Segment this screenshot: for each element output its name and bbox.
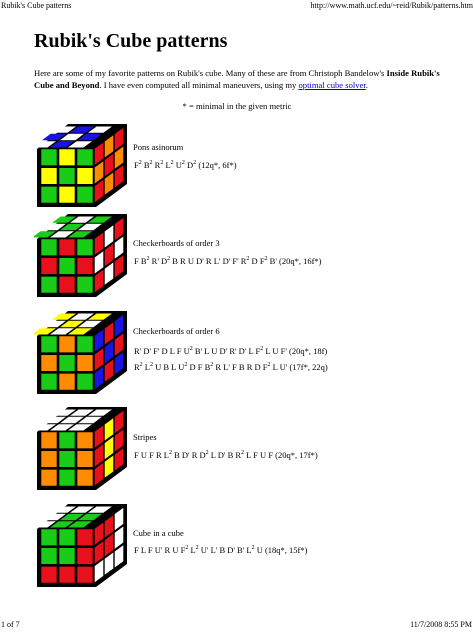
front-sticker — [77, 277, 92, 293]
front-sticker — [77, 355, 92, 371]
front-sticker — [77, 239, 92, 255]
front-sticker — [59, 168, 74, 184]
move: $U^2$ — [178, 362, 188, 372]
front-sticker — [59, 529, 74, 545]
front-sticker — [41, 548, 56, 564]
move: R' — [134, 346, 142, 356]
front-sticker — [41, 239, 56, 255]
move: U — [172, 545, 179, 555]
front-sticker — [59, 336, 74, 352]
move: L — [210, 450, 216, 460]
cube-image-pons-asinorum — [34, 122, 130, 218]
move: D' — [181, 450, 190, 460]
move: F — [176, 346, 182, 356]
move-exponent: 2 — [264, 256, 268, 263]
move: $U^2$ — [175, 160, 185, 170]
front-sticker — [77, 149, 92, 165]
move: $F^2$ — [180, 545, 189, 555]
move-count: (12q*, 6f*) — [198, 160, 237, 170]
front-sticker — [77, 168, 92, 184]
front-sticker — [77, 548, 92, 564]
move: D' — [196, 256, 204, 266]
move-exponent: 2 — [181, 160, 185, 167]
move: $L^2$ — [165, 160, 174, 170]
move-count: (20q*, 18f) — [289, 346, 328, 356]
pattern-name: Pons asinorum — [133, 142, 184, 152]
front-sticker — [59, 567, 74, 583]
pattern-name: Cube in a cube — [133, 528, 184, 538]
move: L — [246, 450, 252, 460]
front-sticker — [41, 168, 56, 184]
move: F' — [153, 346, 160, 356]
move: F — [134, 545, 139, 555]
intro-text-3: . — [365, 80, 368, 90]
move: R' — [229, 346, 237, 356]
move: $D^2$ — [160, 256, 171, 266]
front-sticker — [41, 336, 56, 352]
intro-text-2: . I have even computed all minimal maneuvers, using my — [99, 80, 299, 90]
front-sticker — [59, 355, 74, 371]
move: F — [268, 450, 274, 460]
move: U — [187, 256, 194, 266]
move: $L^2$ — [246, 545, 255, 555]
move: U' — [279, 362, 288, 372]
move: $L^2$ — [190, 545, 199, 555]
move: $U^2$ — [183, 346, 193, 356]
move: $R^2$ — [240, 256, 250, 266]
move: U — [256, 545, 263, 555]
cube-image-stripes — [34, 405, 130, 501]
move: D — [161, 346, 168, 356]
header-url: http://www.math.ucf.edu/~reid/Rubik/patterns.htm — [310, 1, 473, 10]
move-exponent: 2 — [246, 256, 250, 263]
front-sticker — [59, 451, 74, 467]
move: $B^2$ — [143, 160, 153, 170]
front-sticker — [59, 277, 74, 293]
move-exponent: 2 — [189, 346, 193, 353]
move: U' — [200, 545, 209, 555]
move: U — [155, 362, 162, 372]
move-exponent: 2 — [205, 450, 209, 457]
front-sticker — [59, 432, 74, 448]
move: R — [191, 450, 198, 460]
move: B' — [194, 346, 203, 356]
front-sticker — [77, 336, 92, 352]
page-title: Rubik's Cube patterns — [34, 30, 228, 52]
front-sticker — [59, 258, 74, 274]
move: D' — [143, 346, 151, 356]
print-header — [0, 0, 474, 12]
move: B — [219, 545, 226, 555]
move-exponent: 2 — [150, 362, 153, 369]
print-footer — [0, 620, 474, 632]
cube-image-checkerboards-6 — [34, 309, 130, 405]
move: R — [164, 545, 171, 555]
move: $L^2$ — [144, 362, 153, 372]
front-sticker — [59, 239, 74, 255]
move: L — [272, 362, 278, 372]
move: F — [134, 450, 139, 460]
front-sticker — [77, 187, 92, 203]
move: D' — [217, 450, 226, 460]
optimal-cube-solver-link[interactable]: optimal cube solver — [298, 80, 366, 90]
move: B — [227, 450, 234, 460]
cube-image-cube-in-a-cube — [34, 502, 130, 598]
move: L — [204, 346, 210, 356]
pattern-moves — [134, 545, 307, 555]
move: $R^2$ — [134, 362, 143, 372]
front-sticker — [41, 470, 56, 486]
front-sticker — [41, 567, 56, 583]
front-sticker — [41, 451, 56, 467]
move-exponent: 2 — [167, 256, 171, 263]
move: F — [134, 256, 139, 266]
pattern-name: Checkerboards of order 3 — [133, 238, 220, 248]
move-count: (20q*, 16f*) — [279, 256, 322, 266]
front-sticker — [59, 149, 74, 165]
move: L — [171, 362, 177, 372]
move: D — [189, 362, 196, 372]
move: L — [248, 346, 254, 356]
move: B' — [269, 256, 277, 266]
front-sticker — [77, 567, 92, 583]
move-exponent: 2 — [195, 545, 199, 552]
front-sticker — [41, 355, 56, 371]
front-sticker — [41, 432, 56, 448]
move: L' — [223, 362, 230, 372]
front-sticker — [41, 529, 56, 545]
pattern-name: Stripes — [133, 432, 157, 442]
move: $F^2$ — [259, 256, 268, 266]
move: B — [172, 256, 178, 266]
move: L' — [213, 256, 221, 266]
move: U' — [154, 545, 163, 555]
move: F' — [280, 346, 287, 356]
front-sticker — [41, 374, 56, 390]
move: U — [272, 346, 279, 356]
move: $R^2$ — [235, 450, 245, 460]
page-number: 1 of 7 — [1, 620, 20, 629]
move: $D^2$ — [199, 450, 209, 460]
front-sticker — [59, 374, 74, 390]
metric-note: * = minimal in the given metric — [182, 101, 292, 111]
move: U — [260, 450, 267, 460]
front-sticker — [77, 470, 92, 486]
move: D' — [238, 346, 247, 356]
move-exponent: 2 — [139, 362, 143, 369]
move: F — [232, 362, 237, 372]
move: L' — [210, 545, 218, 555]
move: $F^2$ — [262, 362, 271, 372]
move-exponent: 2 — [160, 160, 164, 167]
move: R — [180, 256, 186, 266]
move: $B^2$ — [204, 362, 214, 372]
front-sticker — [59, 548, 74, 564]
move: $F^2$ — [134, 160, 142, 170]
header-title: Rubik's Cube patterns — [1, 1, 72, 10]
move: U — [140, 450, 147, 460]
move-count: (18q*, 15f*) — [264, 545, 308, 555]
move: F — [253, 450, 258, 460]
intro-paragraph — [34, 67, 444, 91]
move: F — [147, 545, 153, 555]
move: R — [205, 256, 212, 266]
move-exponent: 2 — [185, 545, 189, 552]
front-sticker — [77, 529, 92, 545]
front-sticker — [77, 432, 92, 448]
move: F — [149, 450, 154, 460]
move: L — [169, 346, 175, 356]
move: $F^2$ — [255, 346, 264, 356]
move-count: (20q*, 17f*) — [275, 450, 318, 460]
move: B' — [237, 545, 245, 555]
move: D' — [222, 256, 231, 266]
move: B — [174, 450, 180, 460]
pattern-moves-alt — [134, 362, 328, 372]
move: D' — [219, 346, 228, 356]
move: R — [155, 450, 162, 460]
print-datetime: 11/7/2008 8:55 PM — [410, 620, 472, 629]
move-exponent: 2 — [241, 450, 245, 457]
move-exponent: 2 — [149, 160, 153, 167]
move: U — [211, 346, 218, 356]
move: R' — [151, 256, 159, 266]
book-title: Inside Rubik's Cube and Beyond — [34, 68, 440, 90]
front-sticker — [41, 277, 56, 293]
move-exponent: 2 — [138, 160, 142, 167]
front-sticker — [41, 149, 56, 165]
move: D — [251, 256, 258, 266]
move-exponent: 2 — [170, 160, 174, 167]
front-sticker — [77, 374, 92, 390]
front-sticker — [59, 470, 74, 486]
move: F — [197, 362, 203, 372]
front-sticker — [77, 258, 92, 274]
move: R — [246, 362, 253, 372]
front-sticker — [59, 187, 74, 203]
move-exponent: 2 — [184, 362, 188, 369]
move-exponent: 2 — [251, 545, 255, 552]
move: F' — [232, 256, 239, 266]
pattern-moves — [134, 450, 318, 460]
move: L — [140, 545, 146, 555]
move-count: (17f*, 22q) — [289, 362, 328, 372]
pattern-name: Checkerboards of order 6 — [133, 326, 220, 336]
move: $B^2$ — [140, 256, 150, 266]
move-exponent: 2 — [193, 160, 197, 167]
front-sticker — [41, 187, 56, 203]
move-exponent: 2 — [260, 346, 264, 353]
move: R — [215, 362, 222, 372]
pattern-moves — [134, 160, 237, 170]
move: $D^2$ — [187, 160, 197, 170]
move-exponent: 2 — [210, 362, 214, 369]
move: B — [163, 362, 170, 372]
move: D' — [227, 545, 235, 555]
move: B — [238, 362, 245, 372]
move: L — [265, 346, 271, 356]
intro-text-1: Here are some of my favorite patterns on Rubik's cube. Many of these are from Christoph Bandelow's — [34, 68, 387, 78]
front-sticker — [41, 258, 56, 274]
cube-image-checkerboards-3 — [34, 212, 130, 308]
pattern-moves — [134, 256, 322, 266]
move: $L^2$ — [163, 450, 172, 460]
move-exponent: 2 — [267, 362, 271, 369]
pattern-moves — [134, 346, 327, 356]
move-exponent: 2 — [168, 450, 172, 457]
move: $R^2$ — [154, 160, 164, 170]
move-exponent: 2 — [146, 256, 150, 263]
front-sticker — [77, 451, 92, 467]
move: D — [254, 362, 261, 372]
